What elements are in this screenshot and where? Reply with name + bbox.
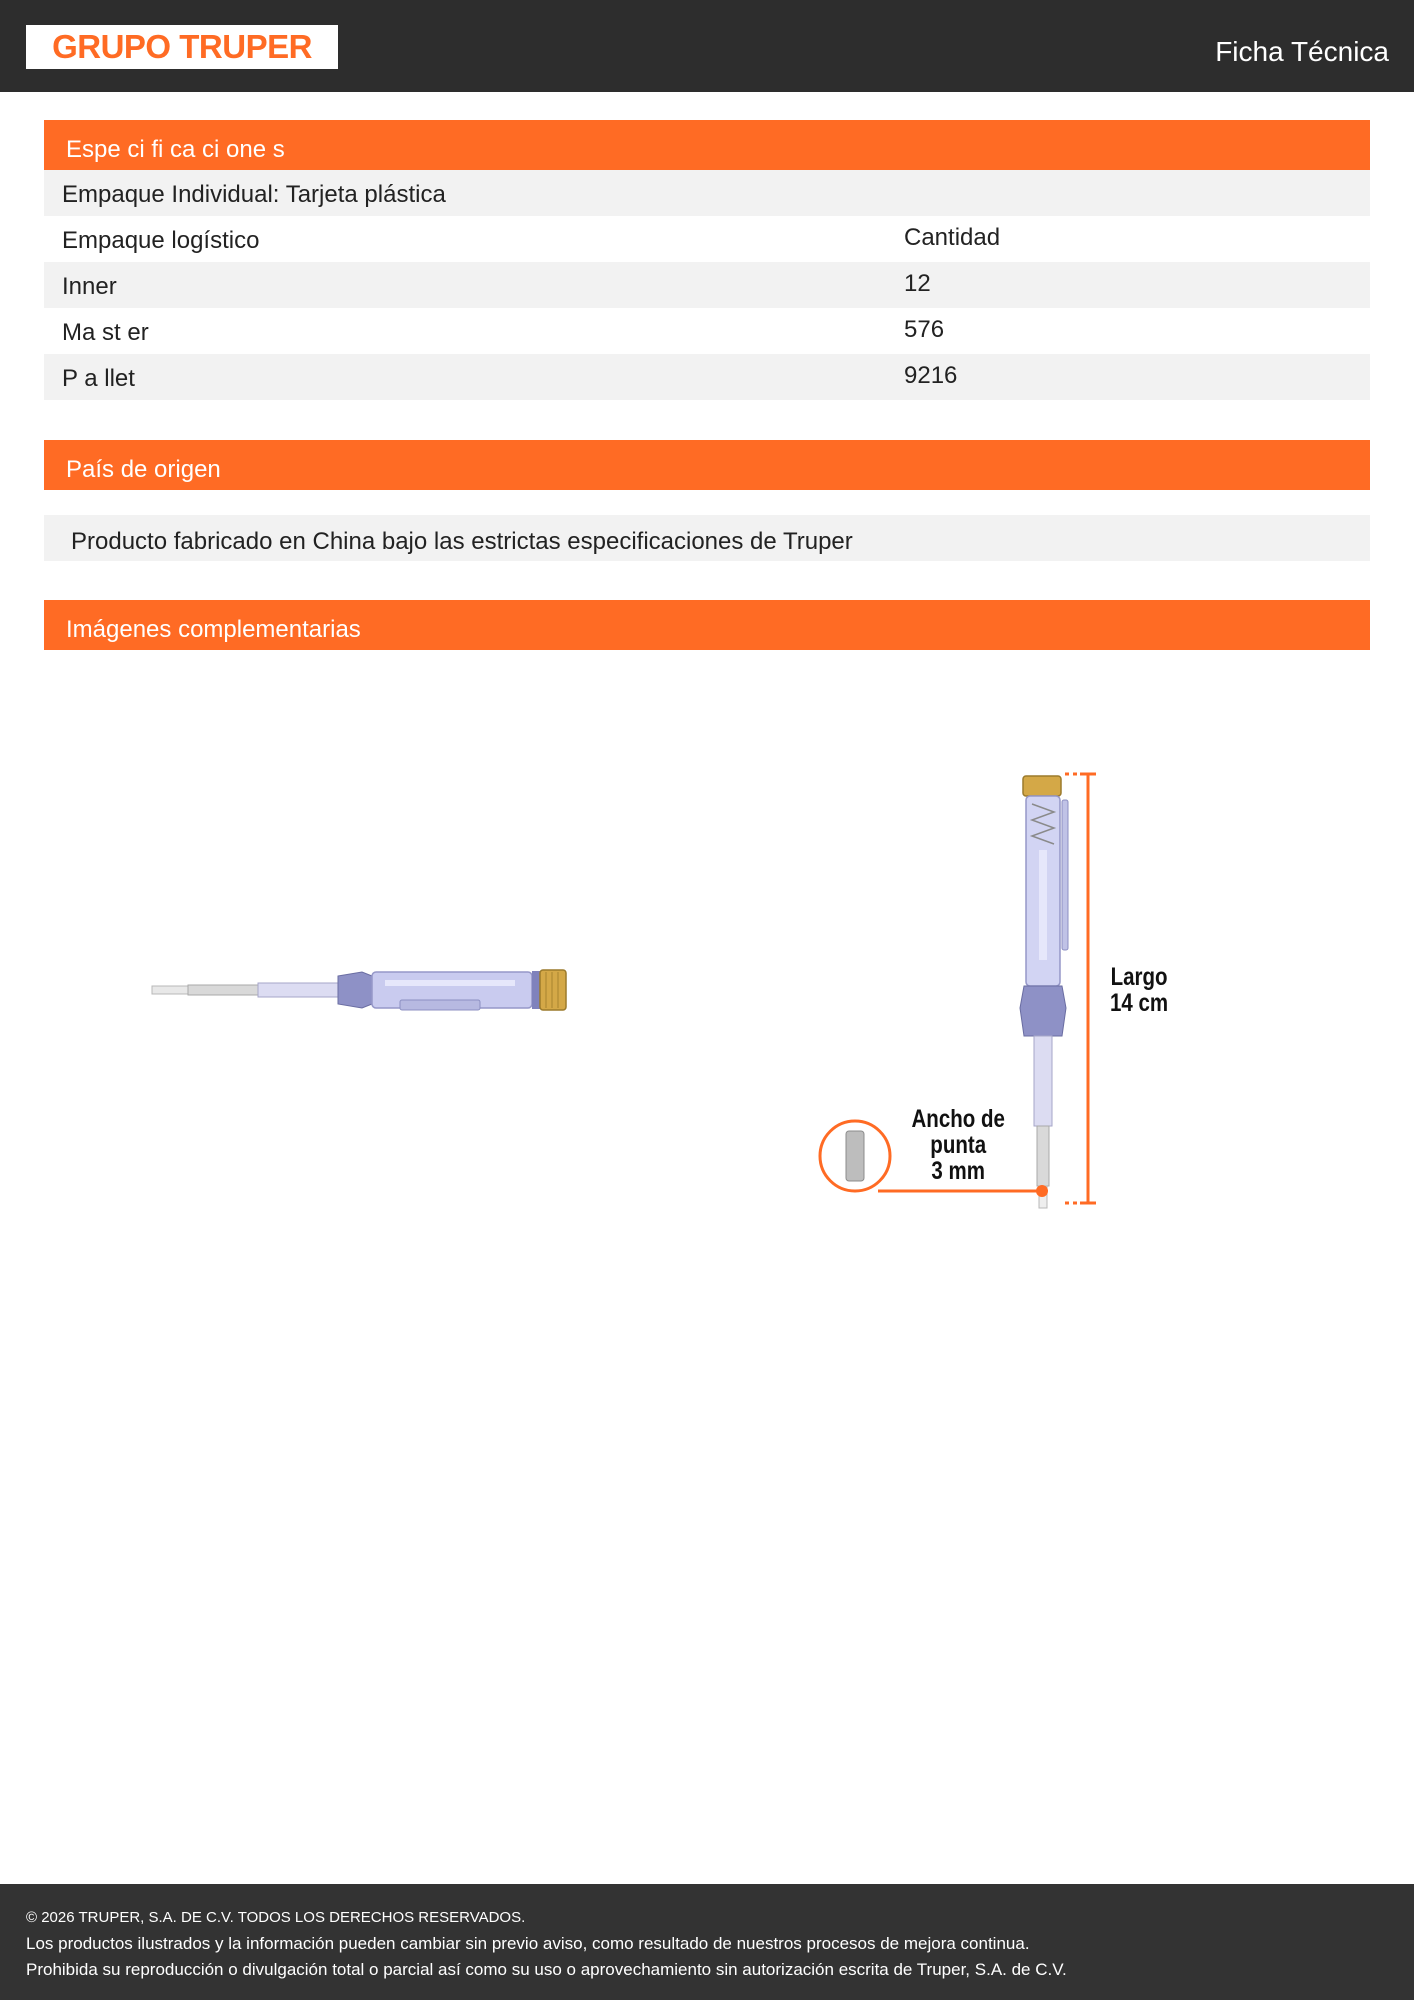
spec-row [44, 308, 1370, 354]
spec-value: 9216 [904, 362, 958, 389]
origin-heading-bar [44, 440, 1370, 490]
voltage-tester-image [140, 950, 580, 1030]
spec-value: 576 [904, 316, 945, 343]
spec-label: P a llet [62, 365, 135, 392]
origin-row [44, 515, 1370, 561]
length-label: Largo 14 cm [1110, 963, 1169, 1017]
copyright-text: © 2026 TRUPER, S.A. DE C.V. TODOS LOS DERECHOS RESERVADOS. [26, 1909, 526, 1926]
spec-value: Cantidad [904, 224, 1001, 251]
images-heading-bar [44, 600, 1370, 650]
disclaimer-text: Los productos ilustrados y la información pueden cambiar sin previo aviso, como resultado de nuestros procesos de mejora continua. [26, 1934, 1030, 1953]
spec-value: 12 [904, 270, 931, 297]
page-header [0, 0, 1414, 92]
origin-heading: País de origen [66, 456, 221, 483]
tip-width-label: Ancho de punta 3 mm [911, 1105, 1005, 1185]
spec-label: Empaque Individual: Tarjeta plástica [62, 181, 446, 208]
spec-row [44, 354, 1370, 400]
spec-row [44, 262, 1370, 308]
logo-text: GRUPO TRUPER [52, 28, 312, 65]
truper-logo [26, 25, 338, 69]
spec-row [44, 170, 1370, 216]
origin-text: Producto fabricado en China bajo las estrictas especificaciones de Truper [71, 528, 853, 555]
specs-heading-bar [44, 120, 1370, 170]
page-title: Ficha Técnica [1215, 36, 1389, 67]
images-heading: Imágenes complementarias [66, 616, 361, 643]
spec-label: Empaque logístico [62, 227, 260, 254]
specs-heading: Espe ci fi ca ci one s [66, 136, 285, 163]
spec-label: Inner [62, 273, 117, 300]
page-footer [0, 1884, 1414, 2000]
spec-label: Ma st er [62, 319, 149, 346]
spec-row [44, 216, 1370, 262]
legal-text: Prohibida su reproducción o divulgación total o parcial así como su uso o aprovechamiento sin autorización escrita de Truper, S.A. de C.V. [26, 1960, 1067, 1979]
